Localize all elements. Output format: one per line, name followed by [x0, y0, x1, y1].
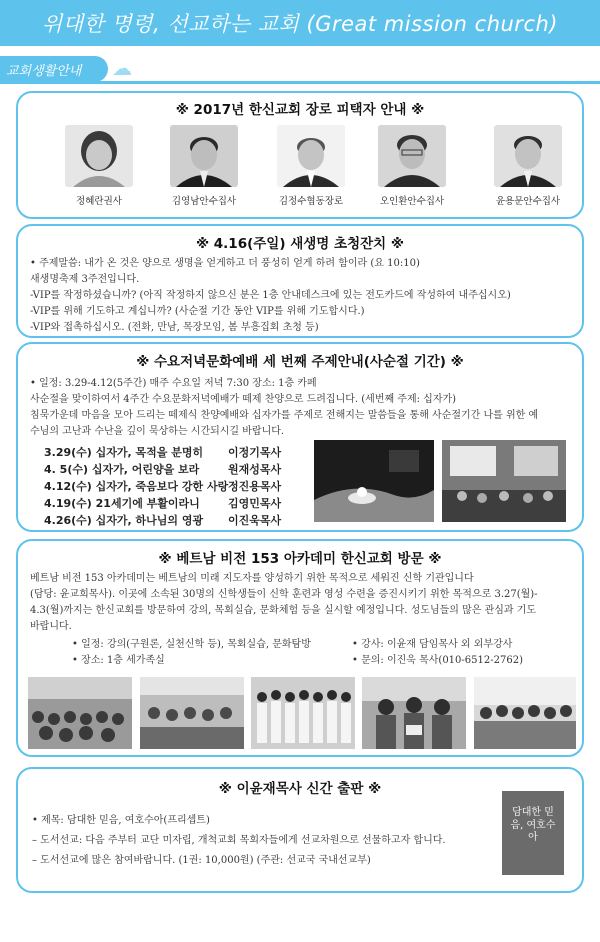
invitation-line: -VIP와 접촉하십시오. (전화, 만남, 목장모임, 봄 부흥집회 초청 등) [30, 322, 319, 333]
candidate-name: 정혜란권사 [76, 196, 122, 207]
schedule-speaker: 이정기목사 [228, 446, 282, 459]
lent-worship-title: ※ 수요저녁문화예배 세 번째 주제안내(사순절 기간) ※ [136, 354, 464, 370]
candle-photo [314, 440, 434, 522]
book-line: – 도서선교에 많은 참여바랍니다. (1권: 10,000원) (주관: 선교국 국내선교부) [32, 855, 371, 866]
vietnam-detail: • 강사: 이윤재 담임목사 외 외부강사 [352, 639, 513, 650]
vietnam-photo-2 [140, 677, 244, 749]
vietnam-photo-1 [28, 677, 132, 749]
book-line: – 도서선교: 다음 주부터 교단 미자립, 개척교회 목회자들에게 선교차원으로 선물하고자 합니다. [32, 835, 446, 846]
cloud-icon: ☁ [112, 56, 132, 80]
schedule-topic: 4.26(수) 십자가, 하나님의 영광 [44, 514, 204, 527]
schedule-topic: 3.29(수) 십자가, 목적을 분명히 [44, 446, 204, 459]
candidate-name: 김영남안수집사 [171, 196, 237, 207]
worship-photo [442, 440, 566, 522]
vietnam-detail: • 일정: 강의(구원론, 실천신학 등), 목회실습, 문화탐방 [72, 639, 311, 650]
invitation-line: 새생명축제 3주전입니다. [30, 274, 140, 285]
schedule-speaker: 김영민목사 [228, 497, 282, 510]
invitation-box [16, 224, 584, 338]
portrait-2 [170, 125, 238, 187]
vietnam-line: 바랍니다. [30, 621, 72, 632]
vietnam-academy-title: ※ 베트남 비전 153 아카데미 한신교회 방문 ※ [158, 551, 442, 567]
book-cover-title: 담대한 믿음, 여호수아 [510, 807, 556, 843]
banner-title: 위대한 명령, 선교하는 교회 (Great mission church) [41, 12, 558, 36]
new-book-title: ※ 이윤재목사 신간 출판 ※ [218, 781, 382, 797]
vietnam-line: (담당: 윤교희목사). 이곳에 소속된 30명의 신학생들이 신학 훈련과 영성 수련을 증진시키기 위한 목적으로 3.27(월)- [30, 589, 538, 600]
vietnam-detail: • 장소: 1층 세가족실 [72, 655, 165, 666]
lent-line: • 일정: 3.29-4.12(5주간) 매주 수요일 저녁 7:30 장소: 1층 카페 [30, 378, 317, 389]
vietnam-line: 베트남 비전 153 아카데미는 베트남의 미래 지도자를 양성하기 위한 목적으로 세워진 신학 기관입니다 [30, 573, 474, 584]
vietnam-detail: • 문의: 이진욱 목사(010-6512-2762) [352, 655, 523, 666]
vietnam-photo-3 [251, 677, 355, 749]
book-cover [502, 791, 564, 875]
portrait-4 [378, 125, 446, 187]
portrait-1 [65, 125, 133, 187]
vietnam-photo-4 [362, 677, 466, 749]
lent-line: 수님의 고난과 수난을 깊이 묵상하는 시간되시길 바랍니다. [30, 426, 285, 437]
candidate-name: 윤용문안수집사 [495, 196, 561, 207]
book-line: • 제목: 담대한 믿음, 여호수아(프리셉트) [32, 815, 210, 826]
lent-line: 침묵가운데 마음을 모아 드리는 떼제식 찬양예배와 십자가를 주제로 전해지는 말씀들을 통해 사순절기간 나를 위한 예 [30, 410, 539, 421]
portrait-5 [494, 125, 562, 187]
header-banner [0, 0, 600, 46]
schedule-topic: 4.19(수) 21세기에 부활이라니 [44, 497, 200, 510]
candidate-name: 김정수협동장로 [278, 196, 344, 207]
elder-candidates-box [16, 91, 584, 219]
invitation-title: ※ 4.16(주일) 새생명 초청잔치 ※ [195, 236, 405, 252]
section-tab-label: 교회생활안내 [6, 64, 82, 79]
invitation-line: -VIP를 위해 기도하고 계십니까? (사순절 기간 동안 VIP를 위해 기도합시다.) [30, 306, 365, 317]
invitation-line: -VIP를 작정하셨습니까? (아직 작정하지 않으신 분은 1층 안내데스크에 있는 전도카드에 작성하여 내주십시오) [30, 290, 511, 301]
schedule-topic: 4.12(수) 십자가, 죽음보다 강한 사랑 [44, 480, 229, 493]
section-tab [0, 56, 108, 82]
schedule-speaker: 원재성목사 [228, 463, 282, 476]
schedule-speaker: 정진용목사 [228, 480, 282, 493]
lent-worship-box [16, 342, 584, 532]
vietnam-photo-5 [474, 677, 576, 749]
vietnam-academy-box [16, 539, 584, 757]
portrait-3 [277, 125, 345, 187]
invitation-line: • 주제말씀: 내가 온 것은 양으로 생명을 얻게하고 더 풍성히 얻게 하려 함이라 (요 10:10) [30, 258, 420, 269]
vietnam-line: 4.3(월)까지는 한신교회를 방문하여 강의, 목회실습, 문화체험 등을 실시할 예정입니다. 성도님들의 많은 관심과 기도 [30, 605, 537, 616]
lent-line: 사순절을 맞이하여서 4주간 수요문화저녁예배가 떼제 찬양으로 드려집니다. (세번째 주제: 십자가) [30, 394, 457, 405]
candidate-name: 오인환안수집사 [379, 196, 445, 207]
schedule-topic: 4. 5(수) 십자가, 어린양을 보라 [44, 463, 200, 476]
schedule-speaker: 이진욱목사 [228, 514, 282, 527]
new-book-box [16, 767, 584, 893]
elder-candidates-title: ※ 2017년 한신교회 장로 피택자 안내 ※ [175, 102, 425, 118]
section-divider [0, 81, 600, 84]
